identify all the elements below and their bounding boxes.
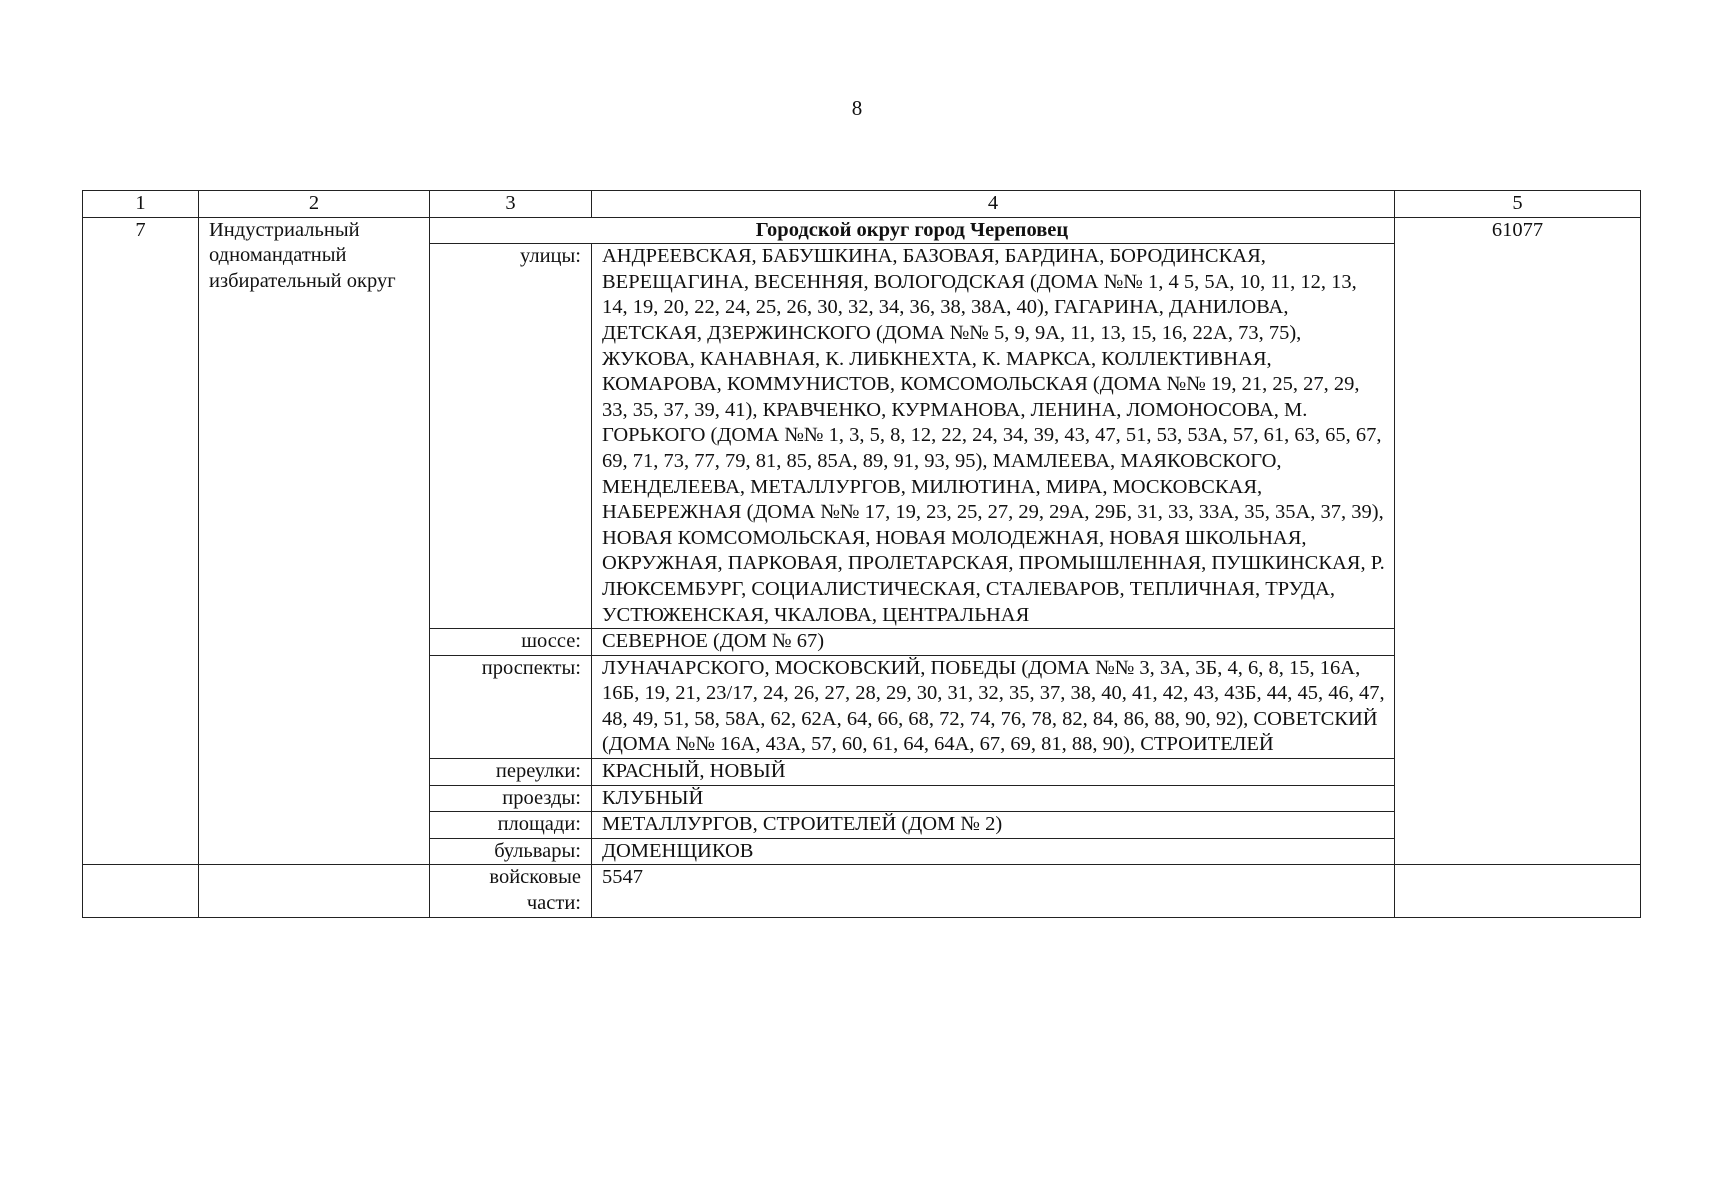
table-row [83,217,1641,244]
address-type-label: переулки: [430,759,592,786]
row-number: 7 [83,217,199,865]
address-list: МЕТАЛЛУРГОВ, СТРОИТЕЛЕЙ (ДОМ № 2) [592,812,1395,839]
column-number-5: 5 [1395,191,1641,218]
column-number-2: 2 [199,191,430,218]
military-units-value: 5547 [592,865,1395,917]
address-list: КЛУБНЫЙ [592,785,1395,812]
column-number-3: 3 [430,191,592,218]
address-type-label: площади: [430,812,592,839]
address-type-label: бульвары: [430,838,592,865]
address-list: КРАСНЫЙ, НОВЫЙ [592,759,1395,786]
address-list: АНДРЕЕВСКАЯ, БАБУШКИНА, БАЗОВАЯ, БАРДИНА, БОРОДИНСКАЯ, ВЕРЕЩАГИНА, ВЕСЕННЯЯ, ВОЛОГОДСКАЯ (ДОМА №№ 1, 4 5, 5А, 10, 11, 12, 13, 14, 19, 20, 22, 24, 25, 26, 30, 32, 34, 36, 38, 38А, 40), ГАГАРИНА, ДАНИЛОВА, ДЕТСКАЯ, ДЗЕРЖИНСКОГО (ДОМА №№ 5, 9, 9А, 11, 13, 15, 16, 22А, 73, 75), ЖУКОВА, КАНАВНАЯ, К. ЛИБКНЕХТА, К. МАРКСА, КОЛЛЕКТИВНАЯ, КОМАРОВА, КОММУНИСТОВ, КОМСОМОЛЬСКАЯ (ДОМА №№ 19, 21, 25, 27, 29, 33, 35, 37, 39, 41), КРАВЧЕНКО, КУРМАНОВА, ЛЕНИНА, ЛОМОНОСОВА, М. ГОРЬКОГО (ДОМА №№ 1, 3, 5, 8, 12, 22, 24, 34, 39, 43, 47, 51, 53, 53А, 57, 61, 63, 65, 67, 69, 71, 73, 77, 79, 81, 85, 85А, 89, 91, 93, 95), МАМЛЕЕВА, МАЯКОВСКОГО, МЕНДЕЛЕЕВА, МЕТАЛЛУРГОВ, МИЛЮТИНА, МИРА, МОСКОВСКАЯ, НАБЕРЕЖНАЯ (ДОМА №№ 17, 19, 23, 25, 27, 29, 29А, 29Б, 31, 33, 33А, 35, 35А, 37, 39), НОВАЯ КОМСОМОЛЬСКАЯ, НОВАЯ МОЛОДЕЖНАЯ, НОВАЯ ШКОЛЬНАЯ, ОКРУЖНАЯ, ПАРКОВАЯ, ПРОЛЕТАРСКАЯ, ПРОМЫШЛЕННАЯ, ПУШКИНСКАЯ, Р. ЛЮКСЕМБУРГ, СОЦИАЛИСТИЧЕСКАЯ, СТАЛЕВАРОВ, ТЕПЛИЧНАЯ, ТРУДА, УСТЮЖЕНСКАЯ, ЧКАЛОВА, ЦЕНТРАЛЬНАЯ [592,244,1395,629]
address-list: СЕВЕРНОЕ (ДОМ № 67) [592,629,1395,656]
empty-cell [1395,865,1641,917]
address-list: ДОМЕНЩИКОВ [592,838,1395,865]
address-list: ЛУНАЧАРСКОГО, МОСКОВСКИЙ, ПОБЕДЫ (ДОМА №№ 3, 3А, 3Б, 4, 6, 8, 15, 16А, 16Б, 19, 21, 23/17, 24, 26, 27, 28, 29, 30, 31, 32, 35, 37, 38, 40, 41, 42, 43, 43Б, 44, 45, 46, 47, 48, 49, 51, 58, 58А, 62, 62А, 64, 66, 68, 72, 74, 76, 78, 82, 84, 86, 88, 90, 92), СОВЕТСКИЙ (ДОМА №№ 16А, 43А, 57, 60, 61, 64, 64А, 67, 69, 81, 88, 90), СТРОИТЕЛЕЙ [592,655,1395,758]
empty-cell [83,865,199,917]
address-type-label: проспекты: [430,655,592,758]
column-number-1: 1 [83,191,199,218]
address-type-label: проезды: [430,785,592,812]
address-type-label: улицы: [430,244,592,629]
municipality-heading: Городской округ город Череповец [430,217,1395,244]
military-units-row [83,865,1641,917]
district-name: Индустриальный одномандатный избирательный округ [199,217,430,865]
districts-table [82,190,1641,918]
military-units-label: войсковые части: [430,865,592,917]
page-number: 8 [851,96,863,120]
voter-count: 61077 [1395,217,1641,865]
column-number-4: 4 [592,191,1395,218]
column-number-row [83,191,1641,218]
empty-cell [199,865,430,917]
address-type-label: шоссе: [430,629,592,656]
